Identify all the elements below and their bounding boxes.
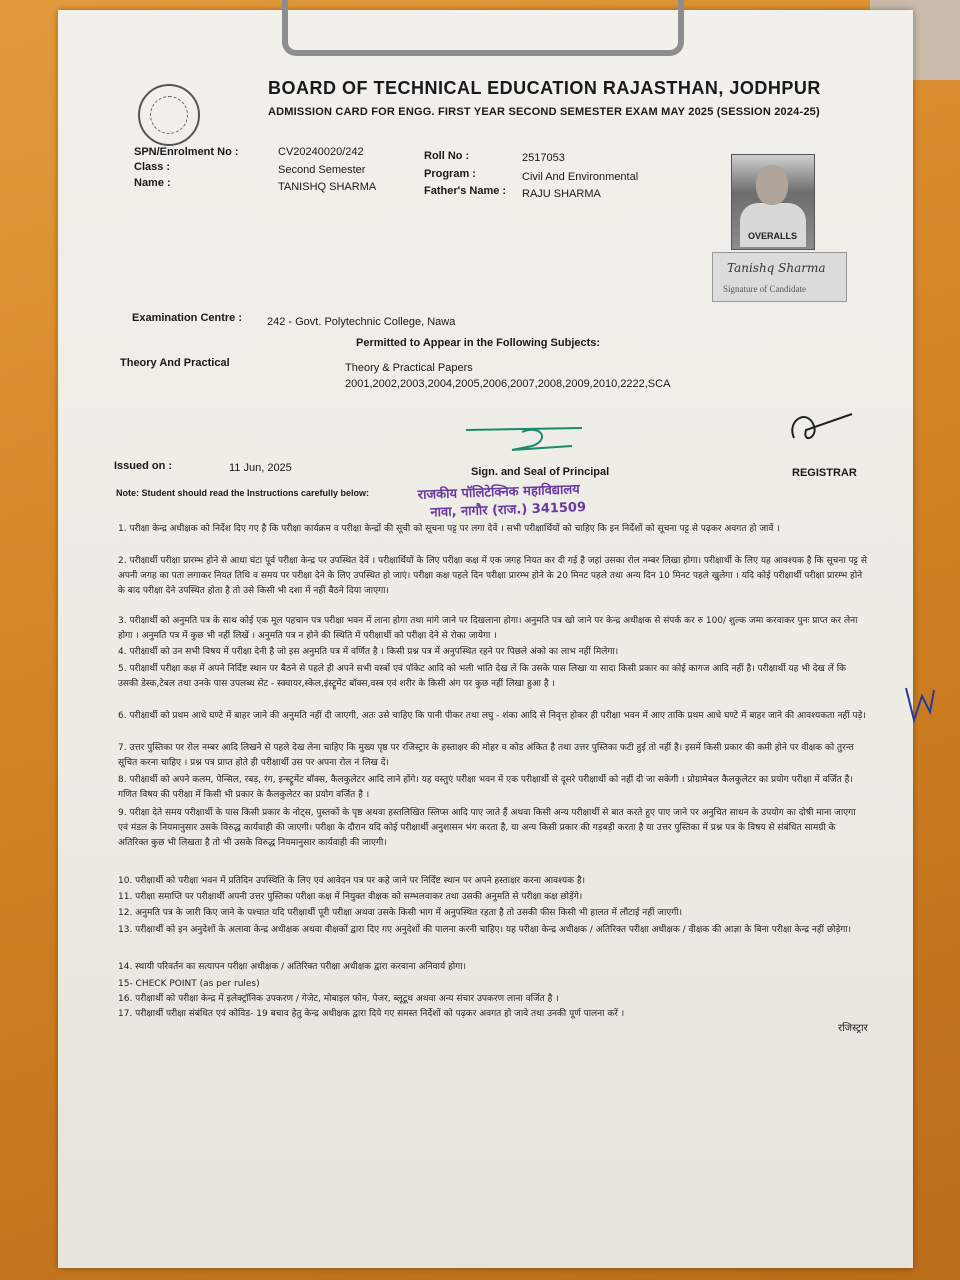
issued-date: 11 Jun, 2025 [229, 462, 292, 474]
papers-list: 2001,2002,2003,2004,2005,2006,2007,2008,2009,2010,2222,SCA [345, 378, 671, 390]
spn-value: CV20240020/242 [278, 146, 364, 158]
instruction-9: 9. परीक्षा देते समय परीक्षार्थी के पास किसी प्रकार के नोट्स, पुस्तकों के पृष्ठ अथवा हस्तलिखित स्लिप्स आदि पाए जाते हैं अथवा किसी अन्य परीक्षार्थी से बात करते हुए पाए जाने पर अनुचित साधन के उपयोग का दोषी माना जाएगा एवं मंडल के नियमानुसार उसके विरुद्ध कार्यवाही की जाएगी। परीक्षा के दौरान यदि कोई परीक्षार्थी अनुशासन भंग करता है, या अन्य किसी प्रकार की गड़बड़ी करता है या उत्तर पुस्तिका में प्रश्न पत्र के विषय से संबंधित सामग्री के अतिरिक्त कुछ भी लिखता है तो भी उसके विरुद्ध नियमानुसार कार्यवाही की जाएगी। [118, 808, 856, 848]
principal-caption: Sign. and Seal of Principal [471, 466, 610, 478]
instruction-17: 17. परीक्षार्थी परीक्षा संबंधित एवं कोविड- 19 बचाव हेतु केन्द्र अधीक्षक द्वारा दिये गए समस्त निर्देशों को पढ़कर अवगत हो जावे तथा उनकी पूर्ण पालना करें । [118, 1009, 625, 1019]
clipboard-clip [282, 0, 684, 56]
issued-label: Issued on : [114, 460, 173, 472]
candidate-photo [731, 154, 815, 250]
board-logo [138, 84, 200, 146]
instruction-2: 2. परीक्षार्थी परीक्षा प्रारम्भ होने से आधा घंटा पूर्व परीक्षा केन्द्र पर उपस्थित देवें । परीक्षार्थियों के लिए परीक्षा कक्ष में एक जगह नियत कर दी गई है जहां उसका रोल नम्बर लिखा होगा। परीक्षार्थी के लिए यह आवश्यक है कि सूचना पट्ट से अपनी जगह का पता लगाकर नियत तिथि व समय पर परीक्षा देने के लिए उपस्थित हो जाएं। परीक्षा कक्ष पहले दिन परीक्षा प्रारम्भ होने के 20 मिनट पहले तथा अन्य दिन 10 मिनट पहले खुलेगा । यदि कोई परीक्षार्थी परीक्षा प्रारम्भ होने के बाद परीक्षा देने उपस्थित होता है तो उसे किसी भी दशा में नहीं बैठने दिया जाएगा। [118, 556, 867, 596]
roll-label: Roll No : [424, 150, 470, 162]
instruction-16: 16. परीक्षार्थी को परीक्षा केन्द्र में इलेक्ट्रॉनिक उपकरण / गेजेट, मोबाइल फोन, पेजर, ब्लूटूथ अथवा अन्य संचार उपकरण लाना वर्जित है । [118, 994, 559, 1004]
instruction-14: 14. स्थायी परिवर्तन का सत्यापन परीक्षा अधीक्षक / अतिरिक्त परीक्षा अधीक्षक द्वारा करवाना अनिवार्य होगा। [118, 962, 466, 972]
program-label: Program : [424, 168, 476, 180]
name-value: TANISHQ SHARMA [278, 181, 377, 193]
registrar-caption: REGISTRAR [792, 467, 857, 479]
spn-label: SPN/Enrolment No : [134, 146, 239, 158]
papers-title: Theory & Practical Papers [345, 362, 473, 374]
subject-type: Theory And Practical [120, 357, 230, 369]
instruction-8: 8. परीक्षार्थी को अपने कलम, पेन्सिल, रबड़, रंग, इन्स्ट्रूमेंट बॉक्स, कैलकुलेटर आदि लाने होंगे। यह वस्तुएं परीक्षा भवन में एक परीक्षार्थी से दूसरे परीक्षार्थी को नहीं दी जा सकेगी । प्रोग्रामेबल कैलकुलेटर का प्रयोग परीक्षा में वर्जित है। गणित विषय की परीक्षा में किसी भी प्रकार के कैलकुलेटर का प्रयोग वर्जित है । [118, 775, 853, 800]
class-label: Class : [134, 161, 171, 173]
father-value: RAJU SHARMA [522, 188, 601, 200]
seal-line-2: नावा, नागौर (राज.) 341509 [430, 500, 587, 521]
instruction-12: 12. अनुमति पत्र के जारी किए जाने के पश्चात यदि परीक्षार्थी पूरी परीक्षा अथवा उसके किसी भाग में अनुपस्थित रहता है तो उसकी फीस किसी भी हालत में लौटाई नहीं जाएगी। [118, 908, 683, 918]
instruction-5: 5. परीक्षार्थी परीक्षा कक्ष में अपने निर्दिष्ट स्थान पर बैठने से पहले ही अपने सभी वस्त्रों एवं पॉकेट आदि को भली भांति देख लें कि उसके पास लिखा या सादा किसी प्रकार का कोई कागज आदि नहीं है। परीक्षार्थी यह भी देख लें कि उसकी डेस्क,टेबल तथा उनके पास उपलब्ध सेट - स्क्वायर,स्केल,इंस्ट्रूमेंट बॉक्स,वस्त्र एवं शरीर के किसी अंग पर कुछ नहीं लिखा हुआ है । [118, 664, 846, 689]
instruction-11: 11. परीक्षा समाप्ति पर परीक्षार्थी अपनी उत्तर पुस्तिका परीक्षा कक्ष में नियुक्त वीक्षक को सम्भलवाकर तथा उसकी अनुमति से परीक्षा कक्ष छोड़ेंगे। [118, 892, 583, 902]
instruction-7: 7. उत्तर पुस्तिका पर रोल नम्बर आदि लिखने से पहले देख लेना चाहिए कि मुख्य पृष्ठ पर रजिस्ट्रार के हस्ताक्षर की मोहर व कोड अंकित है तथा उत्तर पुस्तिका फटी हुई तो नहीं है। इसमें किसी प्रकार की कमी होने पर वीक्षक को तुरन्त सूचित करना चाहिए । प्रश्न पत्र प्राप्त होते ही परीक्षार्थी उस पर अपना रोल नं लिख दें। [118, 743, 854, 768]
instruction-10: 10. परीक्षार्थी को परीक्षा भवन में प्रतिदिन उपस्थिति के लिए एवं आवेदन पत्र पर कहे जाने पर निर्दिष्ट स्थान पर अपने हस्ताक्षर करना आवश्यक है। [118, 876, 586, 886]
principal-signature [462, 420, 602, 456]
centre-value: 242 - Govt. Polytechnic College, Nawa [267, 316, 456, 328]
margin-tick-mark [900, 684, 940, 724]
roll-value: 2517053 [522, 152, 565, 164]
father-label: Father's Name : [424, 185, 507, 197]
instruction-1: 1. परीक्षा केन्द्र अधीक्षक को निर्देश दिए गए है कि परीक्षा कार्यक्रम व परीक्षा केन्द्रों की सूची को सूचना पट्ट पर लगा देवें । सभी परीक्षार्थियों को चाहिए कि इन निर्देशों को सूचना पट्ट से पढ़कर अवगत हो जावें । [118, 524, 780, 534]
board-title: BOARD OF TECHNICAL EDUCATION RAJASTHAN, JODHPUR [268, 78, 821, 98]
name-label: Name : [134, 177, 171, 189]
signature-caption: Signature of Candidate [723, 284, 806, 294]
registrar-hindi: रजिस्ट्रार [838, 1023, 868, 1034]
registrar-signature [786, 408, 856, 452]
seal-line-1: राजकीय पॉलिटेक्निक महाविद्यालय [417, 482, 580, 503]
card-subtitle: ADMISSION CARD FOR ENGG. FIRST YEAR SECOND SEMESTER EXAM MAY 2025 (SESSION 2024-25) [268, 106, 820, 118]
program-value: Civil And Environmental [522, 171, 639, 183]
centre-label: Examination Centre : [132, 312, 243, 324]
candidate-signature-box [712, 252, 847, 302]
permitted-heading: Permitted to Appear in the Following Subjects: [356, 337, 601, 349]
instruction-15: 15- CHECK POINT (as per rules) [118, 979, 260, 989]
class-value: Second Semester [278, 164, 366, 176]
instruction-4: 4. परीक्षार्थी को उन सभी विषय में परीक्षा देनी है जो इस अनुमति पत्र में वर्णित है । किसी प्रश्न पत्र में अनुपस्थित रहने पर पिछले अंको का लाभ नहीं मिलेगा। [118, 647, 619, 657]
photo-shirt-text: OVERALLS [748, 231, 798, 241]
instruction-6: 6. परीक्षार्थी को प्रथम आधे घण्टे में बाहर जाने की अनुमति नहीं दी जाएगी, अतः उसे चाहिए कि पानी पीकर तथा लघु - शंका आदि से निवृत्त होकर ही परीक्षा भवन में आए ताकि प्रथम आधे घण्टे में बाहर जाने की आवश्यकता नहीं पड़े। [118, 711, 866, 721]
candidate-signature: Tanishq Sharma [727, 261, 826, 275]
note-text: Note: Student should read the Instructions carefully below: [116, 488, 370, 498]
instruction-3: 3. परीक्षार्थी को अनुमति पत्र के साथ कोई एक मूल पहचान पत्र परीक्षा भवन में लाना होगा तथा मांगे जाने पर दिखलाना होगा। अनुमति पत्र खो जाने पर केन्द्र अधीक्षक से संपर्क कर रु 100/ शुल्क जमा करवाकर पुनः प्राप्त कर लेना होगा । अनुमति पत्र में कुछ भी नहीं लिखें । अनुमति पत्र न होने की स्थिति में परीक्षार्थी को परीक्षा देने से रोका जायेगा । [118, 616, 858, 641]
college-seal [417, 479, 586, 521]
instruction-13: 13. परीक्षार्थी को इन अनुदेशों के अलावा केन्द्र अधीक्षक अथवा वीक्षकों द्वारा दिए गए अनुदेशों की पालना करनी चाहिए। यह परीक्षा केन्द्र अधीक्षक / अतिरिक्त परीक्षा अधीक्षक / वीक्षक की आज्ञा के बिना परीक्षा केन्द्र नहीं छोड़ेगा। [118, 925, 852, 935]
